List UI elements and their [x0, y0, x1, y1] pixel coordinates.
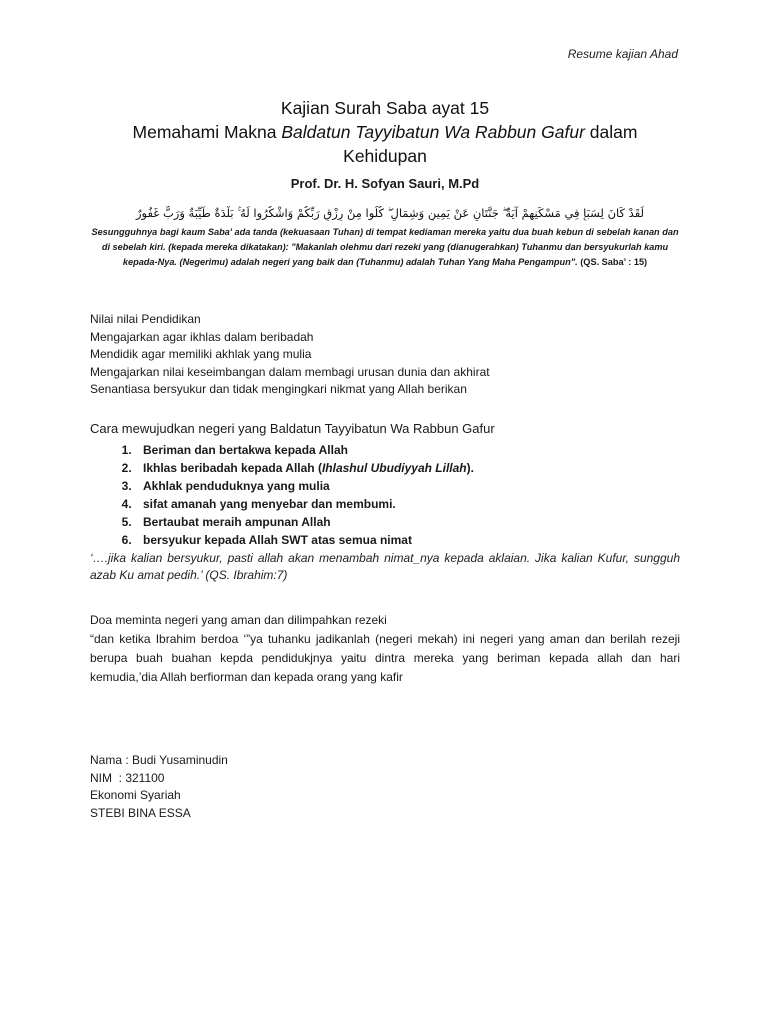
doa-section	[90, 612, 680, 687]
cara-item: 1. Beriman dan bertakwa kepada Allah	[135, 441, 680, 459]
subtitle-italic: Baldatun Tayyibatun Wa Rabbun Gafur	[281, 122, 585, 142]
values-item: Mengajarkan nilai keseimbangan dalam membagi urusan dunia dan akhirat	[90, 364, 490, 379]
cara-item: 4. sifat amanah yang menyebar dan membumi.	[135, 495, 680, 513]
cara-item: 6. bersyukur kepada Allah SWT atas semua nimat	[135, 531, 680, 549]
values-item: Senantiasa bersyukur dan tidak mengingkari nikmat yang Allah berikan	[90, 382, 467, 396]
cara-item-2-suffix: ).	[466, 460, 474, 475]
signature-nim: NIM : 321100	[90, 770, 165, 785]
cara-item-2-text: Ikhlas beribadah kepada Allah (	[143, 460, 322, 475]
values-item: Mengajarkan agar ikhlas dalam beribadah	[90, 329, 314, 344]
cara-item: 5. Bertaubat meraih ampunan Allah	[135, 513, 680, 531]
cara-list	[90, 441, 680, 549]
signature-block	[90, 752, 680, 822]
title-block	[90, 96, 680, 191]
signature-name: Nama : Budi Yusaminudin	[90, 753, 228, 767]
author: Prof. Dr. H. Sofyan Sauri, M.Pd	[290, 176, 480, 191]
signature-kampus: STEBI BINA ESSA	[90, 805, 191, 820]
cara-heading: Cara mewujudkan negeri yang Baldatun Tayyibatun Wa Rabbun Gafur	[90, 421, 495, 436]
doa-text: “dan ketika Ibrahim berdoa ‘”ya tuhanku jadikanlah (negeri mekah) ini negeri yang aman dan berilah rezeji berupa buah buahan kepda pendidukjnya yaitu dintra mereka yang beriman kepada allah dan hari kemudia,’dia Allah berfiorman dan kepada orang yang kafir	[90, 631, 680, 684]
subtitle-prefix: Memahami Makna	[132, 122, 282, 142]
doa-heading: Doa meminta negeri yang aman dan dilimpahkan rezeki	[90, 613, 387, 627]
translation-text: Sesungguhnya bagi kaum Saba' ada tanda (kekuasaan Tuhan) di tempat kediaman mereka yaitu dua buah kebun di sebelah kanan dan di sebelah kiri. (kepada mereka dikatakan): "Makanlah olehmu dari rezeki yang (dianugerahkan) Tuhanmu dan bersyukurlah kamu kepada-Nya. (Negerimu) adalah negeri yang baik dan (Tuhanmu) adalah Tuhan Yang Maha Pengampun".	[91, 227, 679, 267]
subtitle-suffix: dalam	[584, 122, 638, 142]
ibrahim-quote: ‘….jika kalian bersyukur, pasti allah akan menambah nimat_nya kepada aklaian. Jika kalian Kufur, sungguh azab Ku amat pedih.’ (QS. Ibrahim:7)	[90, 550, 680, 582]
cara-item	[135, 459, 680, 477]
cara-section	[90, 420, 680, 585]
page-title: Kajian Surah Saba ayat 15	[280, 98, 490, 118]
values-heading: Nilai nilai Pendidikan	[90, 312, 201, 326]
verse-reference: (QS. Saba’ : 15)	[580, 257, 648, 267]
header-note: Resume kajian Ahad	[567, 47, 678, 61]
values-item: Mendidik agar memiliki akhlak yang mulia	[90, 347, 312, 361]
page-subtitle	[90, 120, 680, 144]
arabic-verse: لَقَدْ كَانَ لِسَبَإٍ فِي مَسْكَنِهِمْ آيَةٌ ۖ جَنَّتَانِ عَنْ يَمِينٍ وَشِمَالٍ ۖ كُلُوا مِنْ رِزْقِ رَبِّكُمْ وَاشْكُرُوا لَهُ ۚ بَلْدَةٌ طَيِّبَةٌ وَرَبٌّ غَفُورٌ	[135, 206, 645, 220]
cara-item: 3. Akhlak penduduknya yang mulia	[135, 477, 680, 495]
verse-translation	[90, 225, 680, 270]
values-section	[90, 311, 680, 399]
signature-prodi: Ekonomi Syariah	[90, 788, 181, 802]
cara-item-2-italic: Ihlashul Ubudiyyah Lillah	[321, 460, 467, 475]
page-subtitle-line3: Kehidupan	[343, 146, 427, 166]
